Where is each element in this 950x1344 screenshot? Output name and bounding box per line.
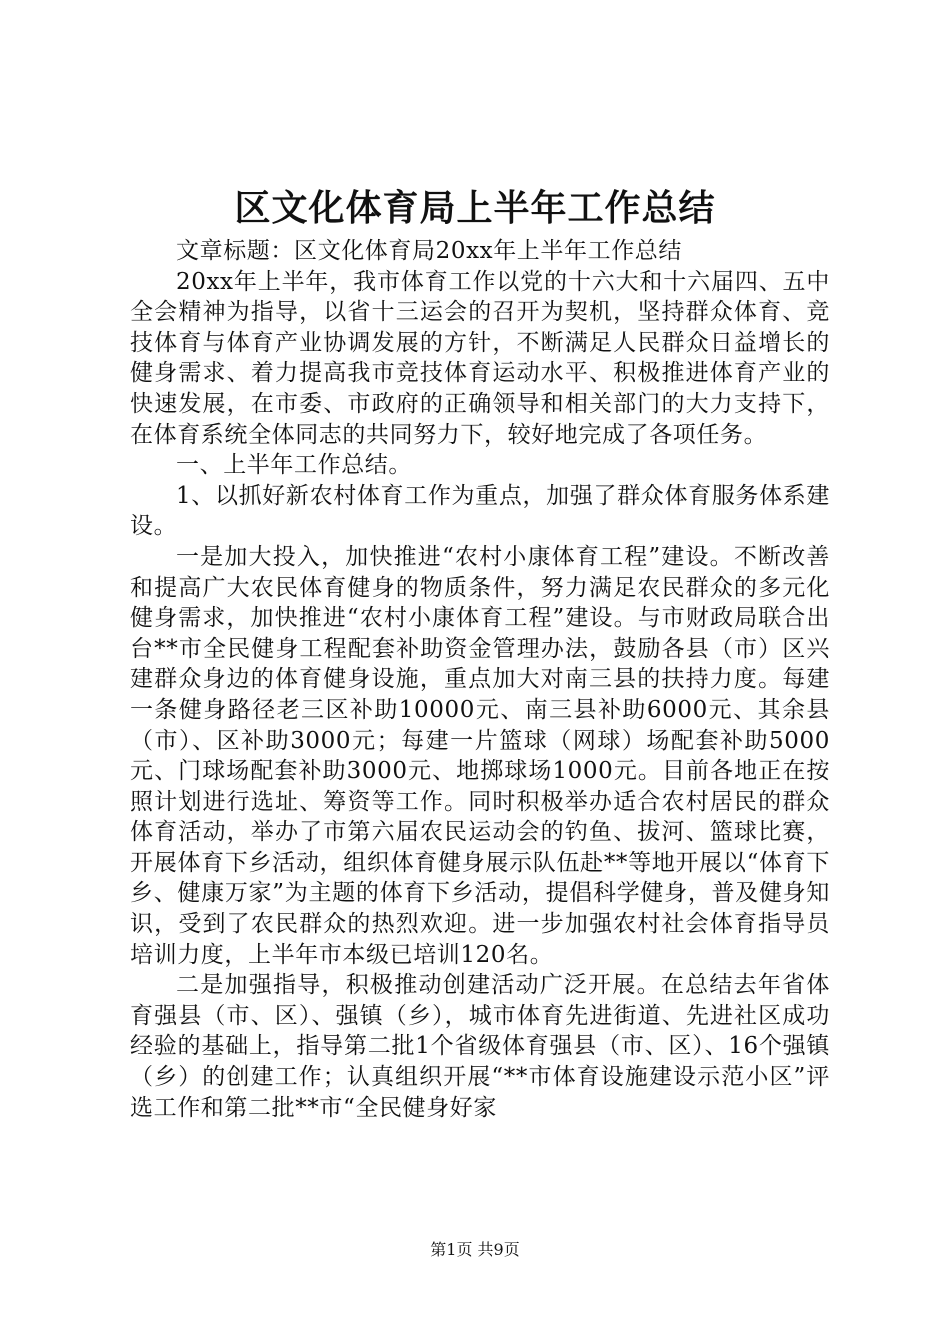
page-number: 第1页 <box>430 1240 473 1259</box>
article-title-line: 文章标题：区文化体育局20xx年上半年工作总结 <box>176 238 683 264</box>
section-heading: 一、上半年工作总结。 <box>176 452 412 479</box>
page-total: 共9页 <box>477 1240 520 1259</box>
subsection-heading: 1、以抓好新农村体育工作为重点，加强了群众体育服务体系建设。 <box>130 482 830 540</box>
document-title: 区文化体育局上半年工作总结 <box>234 187 716 229</box>
document-body <box>130 236 830 1123</box>
paragraph-investment: 一是加大投入，加快推进“农村小康体育工程”建设。不断改善和提高广大农民体育健身的物质条件，努力满足农民群众的多元化健身需求，加快推进“农村小康体育工程”建设。与市财政局联合出台**市全民健身工程配套补助资金管理办法，鼓励各县（市）区兴建群众身边的体育健身设施，重点加大对南三县的扶持力度。每建一条健身路径老三区补助10000元、南三县补助6000元、其余县（市）、区补助3000元；每建一片篮球（网球）场配套补助5000元、门球场配套补助3000元、地掷球场1000元。目前各地正在按照计划进行选址、筹资等工作。同时积极举办适合农村居民的群众体育活动，举办了市第六届农民运动会的钓鱼、拔河、篮球比赛，开展体育下乡活动，组织体育健身展示队伍赴**等地开展以“体育下乡、健康万家”为主题的体育下乡活动，提倡科学健身，普及健身知识，受到了农民群众的热烈欢迎。进一步加强农村社会体育指导员培训力度，上半年市本级已培训120名。 <box>130 543 830 968</box>
paragraph-intro: 20xx年上半年，我市体育工作以党的十六大和十六届四、五中全会精神为指导，以省十三运会的召开为契机，坚持群众体育、竞技体育与体育产业协调发展的方针，不断满足人民群众日益增长的健身需求、着力提高我市竞技体育运动水平、积极推进体育产业的快速发展，在市委、市政府的正确领导和相关部门的大力支持下，在体育系统全体同志的共同努力下，较好地完成了各项任务。 <box>130 268 830 448</box>
page-footer <box>0 1238 950 1262</box>
paragraph-guidance: 二是加强指导，积极推动创建活动广泛开展。在总结去年省体育强县（市、区）、强镇（乡），城市体育先进街道、先进社区成功经验的基础上，指导第二批1个省级体育强县（市、区）、16个强镇（乡）的创建工作；认真组织开展“**市体育设施建设示范小区”评选工作和第二批**市“全民健身好家 <box>130 972 830 1121</box>
